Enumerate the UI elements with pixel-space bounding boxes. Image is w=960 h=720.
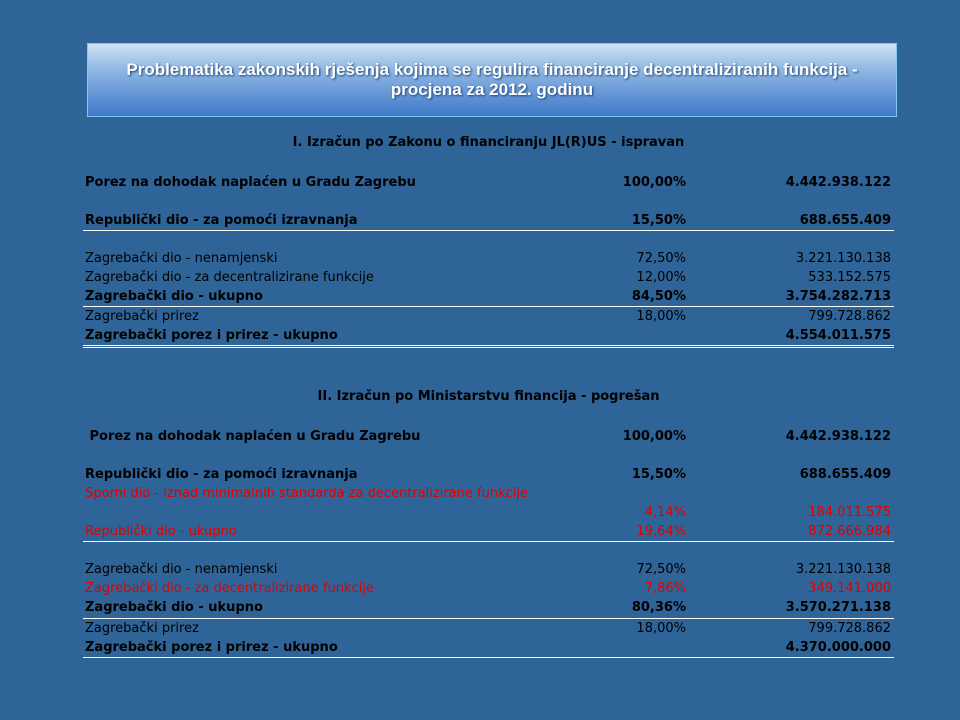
table-row: [83, 598, 894, 617]
row-value: 688.655.409: [799, 467, 891, 482]
row-percent: 80,36%: [631, 600, 686, 615]
table-row: [83, 427, 894, 446]
row-percent: 100,00%: [622, 175, 686, 190]
row-percent: 15,50%: [631, 467, 686, 482]
row-label: Republički dio - ukupno: [85, 524, 237, 539]
row-value: 3.754.282.713: [785, 289, 891, 304]
row-label: Porez na dohodak naplaćen u Gradu Zagrebu: [85, 175, 416, 190]
table-row: [83, 326, 894, 345]
row-value: 3.221.130.138: [795, 562, 891, 577]
row-value: 184.011.575: [808, 505, 891, 520]
table-row: [83, 268, 894, 287]
section-2-heading: II. Izračun po Ministarstvu financija - pogrešan: [317, 389, 660, 404]
row-value: 3.221.130.138: [795, 251, 891, 266]
row-value: 799.728.862: [808, 309, 891, 324]
row-value: 533.152.575: [808, 270, 891, 285]
row-value: 4.442.938.122: [785, 175, 891, 190]
row-percent: 18,00%: [636, 309, 686, 324]
row-percent: 18,00%: [636, 621, 686, 636]
table-row: [83, 638, 894, 657]
row-label: Zagrebački dio - ukupno: [85, 600, 263, 615]
row-label: Republički dio - za pomoći izravnanja: [85, 467, 358, 482]
row-value: 4.370.000.000: [785, 640, 891, 655]
table-row: [83, 619, 894, 638]
row-percent: 15,50%: [631, 213, 686, 228]
row-value: 799.728.862: [808, 621, 891, 636]
table-row: [83, 560, 894, 579]
row-percent: 12,00%: [636, 270, 686, 285]
table-row-disputed: [83, 484, 894, 522]
section-1-heading: I. Izračun po Zakonu o financiranju JL(R)US - ispravan: [292, 135, 685, 150]
row-label: Zagrebački porez i prirez - ukupno: [85, 328, 338, 343]
table-row: [83, 307, 894, 326]
table-row: [83, 173, 894, 192]
slide-title: Problematika zakonskih rješenja kojima se regulira financiranje decentraliziranih funkcija - procjena za 2012. godinu: [126, 60, 858, 99]
row-label: Zagrebački dio - nenamjenski: [85, 562, 278, 577]
row-value: 688.655.409: [799, 213, 891, 228]
row-value: 4.554.011.575: [785, 328, 891, 343]
row-value: 349.141.000: [808, 581, 891, 596]
table-row: [83, 249, 894, 268]
row-percent: 4,14%: [644, 505, 686, 520]
row-label: Porez na dohodak naplaćen u Gradu Zagrebu: [85, 429, 421, 444]
row-label: Sporni dio - iznad minimalnih standarda za decentralizirane funkcije: [85, 486, 528, 501]
row-label: Zagrebački dio - za decentralizirane funkcije: [85, 270, 374, 285]
row-label: Republički dio - za pomoći izravnanja: [85, 213, 358, 228]
total-double-rule: [83, 345, 894, 348]
row-value: 872.666.984: [808, 524, 891, 539]
row-label: Zagrebački dio - nenamjenski: [85, 251, 278, 266]
row-percent: 72,50%: [636, 251, 686, 266]
row-label: Zagrebački dio - za decentralizirane funkcije: [85, 581, 374, 596]
row-divider: [83, 541, 894, 542]
table-row: [83, 287, 894, 306]
row-label: Zagrebački porez i prirez - ukupno: [85, 640, 338, 655]
row-percent: 100,00%: [622, 429, 686, 444]
row-value: 3.570.271.138: [785, 600, 891, 615]
row-percent: 7,86%: [644, 581, 686, 596]
row-label: Zagrebački prirez: [85, 621, 199, 636]
table-row: [83, 211, 894, 230]
table-row: [83, 465, 894, 484]
row-label: Zagrebački dio - ukupno: [85, 289, 263, 304]
row-label: Zagrebački prirez: [85, 309, 199, 324]
table-row: [83, 579, 894, 598]
row-percent: 19,64%: [636, 524, 686, 539]
row-divider: [83, 230, 894, 231]
title-banner: [87, 43, 897, 117]
table-row: [83, 522, 894, 541]
row-percent: 84,50%: [631, 289, 686, 304]
row-divider: [83, 657, 894, 658]
row-percent: 72,50%: [636, 562, 686, 577]
row-value: 4.442.938.122: [785, 429, 891, 444]
